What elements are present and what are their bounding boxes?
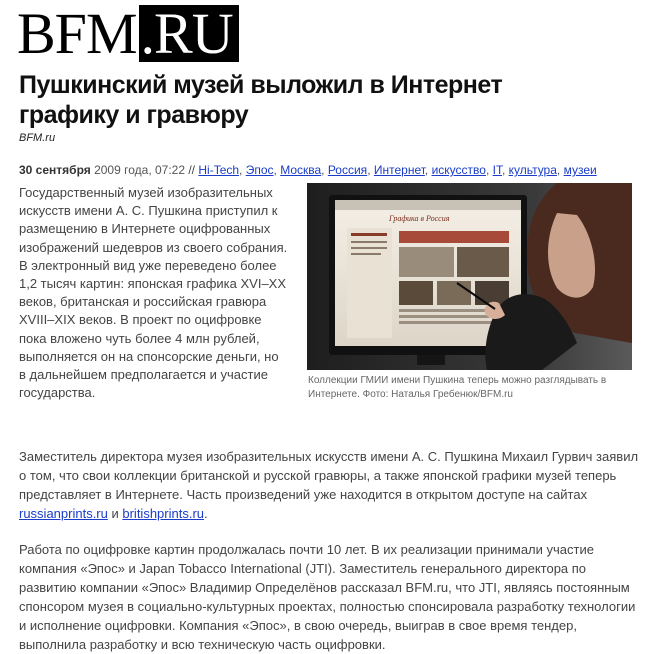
article-year-time: 2009 года, 07:22	[90, 163, 186, 177]
tag-link[interactable]: Интернет	[373, 163, 425, 177]
tag-link[interactable]: Hi-Tech	[198, 163, 240, 177]
site-logo[interactable]	[17, 1, 239, 66]
britishprints-link[interactable]: britishprints.ru	[122, 506, 205, 521]
tag-link[interactable]: музеи	[563, 163, 597, 177]
tag-link[interactable]: IT	[492, 163, 502, 177]
tag-link[interactable]: Россия	[327, 163, 368, 177]
tag-link[interactable]: искусство	[431, 163, 486, 177]
article-source: BFM.ru	[19, 132, 56, 144]
logo-text-ru: .RU	[139, 5, 239, 62]
photo-illustration	[307, 183, 632, 370]
article-title: Пушкинский музей выложил в Интернет графику и гравюру	[19, 71, 503, 129]
paragraph-2-conjunction: и	[107, 506, 123, 521]
tag-link[interactable]: Эпос	[245, 163, 274, 177]
article-date: 30 сентября	[19, 163, 91, 177]
logo-text-bfm: BFM	[17, 1, 137, 66]
article-paragraph-2	[19, 447, 639, 523]
meta-separator: //	[185, 163, 199, 177]
russianprints-link[interactable]: russianprints.ru	[19, 506, 108, 521]
article-paragraph-3: Работа по оцифровке картин продолжалась почти 10 лет. В их реализации принимали участие компания «Эпос» и Japan Tobacco International (JTI). Заместитель генерального директора по развитию компании «Эпос» Владимир Определёнов рассказал BFM.ru, что JTI, являясь постоянным спонсором музея в социально-культурных проектах, полностью спонсировала разработку технологии и исполнение оцифровки. Компания «Эпос», в свою очередь, выиграв в свое время тендер, выполнила разработку и всю техническую часть оцифровки.	[19, 542, 636, 652]
tag-link[interactable]: культура	[508, 163, 557, 177]
paragraph-2-text: Заместитель директора музея изобразительных искусств имени А. С. Пушкина Михаил Гурвич заявил о том, что свои коллекции британской и русской гравюры, а также японской графики музей теперь представляет в Интернете. Часть произведений уже находится в открытом доступе на сайтах	[19, 449, 639, 502]
paragraph-2-end: .	[204, 506, 208, 521]
article-meta: 30 сентября 2009 года, 07:22 // Hi-Tech, Эпос, Москва, Россия, Интернет, искусство, IT, культура, музеи	[19, 163, 597, 177]
photo-caption: Коллекции ГМИИ имени Пушкина теперь можно разглядывать в Интернете. Фото: Наталья Гребенюк/BFM.ru	[308, 375, 607, 400]
article-lead-paragraph: Государственный музей изобразительных искусств имени А. С. Пушкина приступил к размещению в Интернете оцифрованных изображений шедевров из своего собрания. В электронный вид уже переведено более 1,2 тысяч картин: японская графика XVI–XX веков, британская и российская гравюра XVIII–XIX веков. В проект по оцифровке пока вложено чуть более 4 млн рублей, выполняется он на спонсорские деньги, но в дальнейшем предполагается и участие государства.	[19, 185, 288, 401]
article-photo	[307, 183, 632, 370]
photo-screen-title: Графика в Россия	[389, 214, 450, 223]
tag-link[interactable]: Москва	[280, 163, 322, 177]
